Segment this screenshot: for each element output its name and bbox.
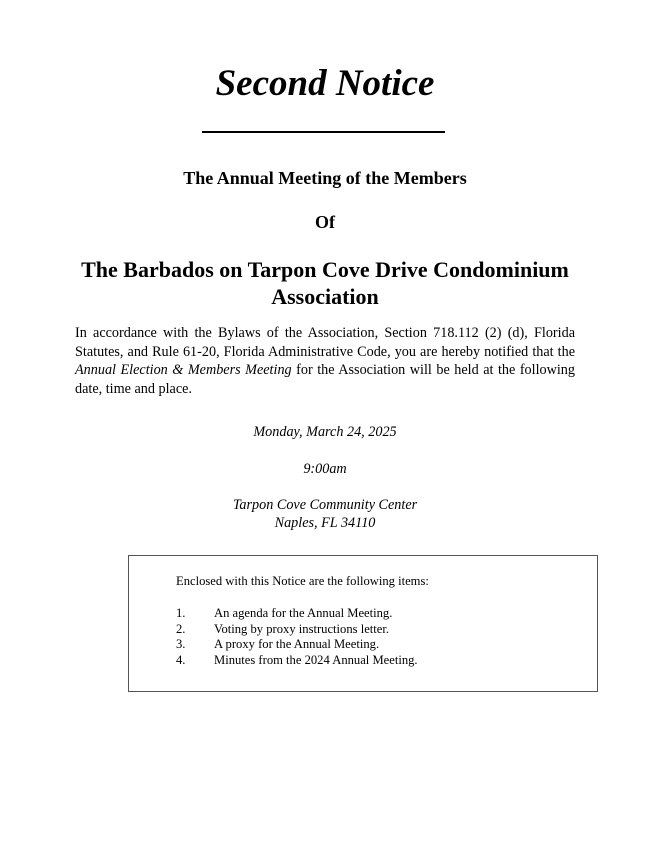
notice-paragraph <box>75 324 575 398</box>
list-item: 2. Voting by proxy instructions letter. <box>176 621 390 636</box>
title-underline <box>202 131 445 133</box>
meeting-city: Naples, FL 34110 <box>274 515 376 531</box>
paragraph-text: for the Association will be held at the following date, time and place. <box>75 362 575 397</box>
meeting-name: Annual Election & Members Meeting <box>75 362 292 378</box>
list-item: 4. Minutes from the 2024 Annual Meeting. <box>176 652 418 667</box>
association-heading: The Barbados on Tarpon Cove Drive Condominium Association <box>81 257 569 309</box>
meeting-time: 9:00am <box>303 461 347 477</box>
of-heading: Of <box>315 212 335 232</box>
page-title: Second Notice <box>215 63 435 104</box>
paragraph-text: In accordance with the Bylaws of the Association, Section 718.112 (2) (d), Florida Statutes, and Rule 61-20, Florida Administrative Code, you are hereby notified that the <box>75 325 575 360</box>
meeting-date: Monday, March 24, 2025 <box>253 424 397 440</box>
meeting-location: Tarpon Cove Community Center <box>232 497 418 513</box>
enclosures-intro: Enclosed with this Notice are the following items: <box>176 574 429 588</box>
meeting-heading: The Annual Meeting of the Members <box>183 168 467 188</box>
list-item: 3. A proxy for the Annual Meeting. <box>176 637 380 651</box>
enclosures-list <box>176 606 418 668</box>
list-item: 1. An agenda for the Annual Meeting. <box>176 606 393 620</box>
enclosures-box <box>128 555 598 692</box>
